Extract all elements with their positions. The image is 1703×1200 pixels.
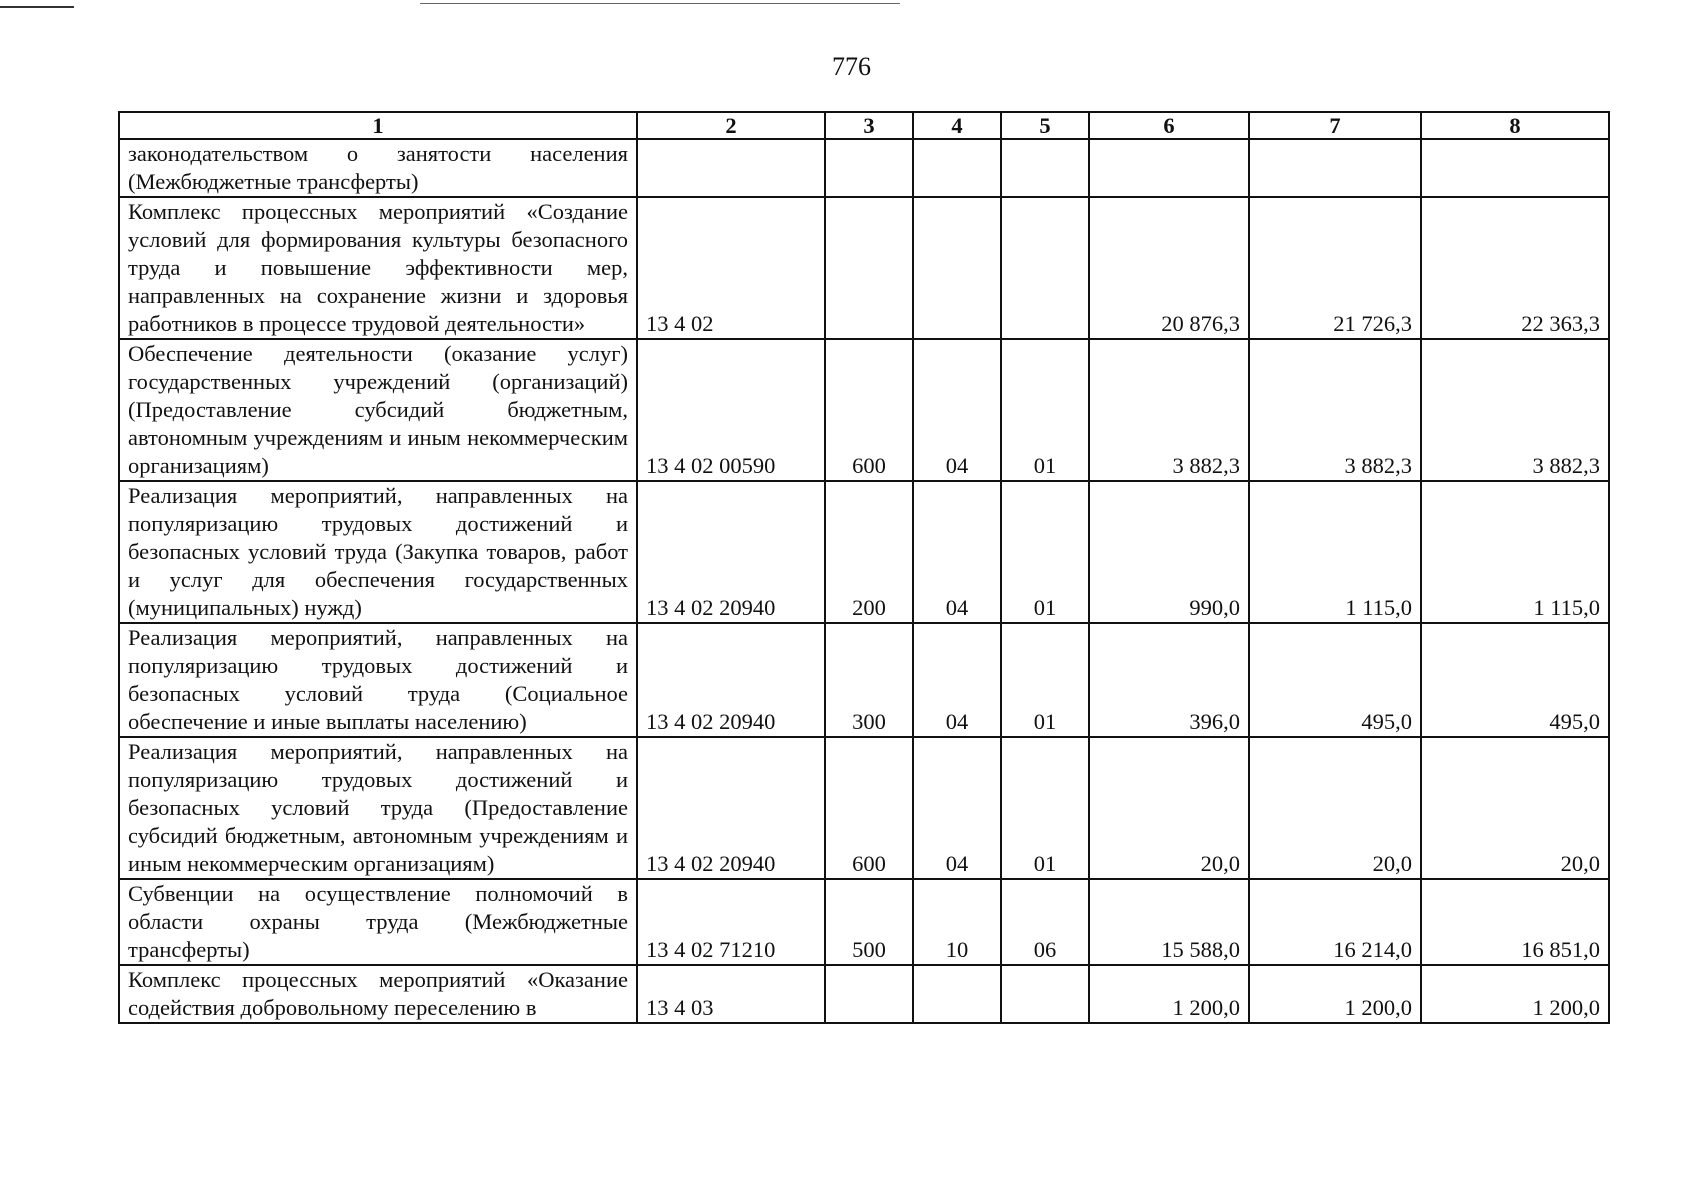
table-row xyxy=(119,879,1609,965)
row-value8: 1 115,0 xyxy=(1421,481,1609,623)
row-code xyxy=(637,139,825,197)
row-description: Обеспечение деятельности (оказание услуг) государственных учреждений (организаций) (Предоставление субсидий бюджетным, автономным учреждениям и иным некоммерческим организациям) xyxy=(119,339,637,481)
row-col3 xyxy=(825,139,913,197)
row-col3: 200 xyxy=(825,481,913,623)
header-cell: 3 xyxy=(825,112,913,139)
row-code: 13 4 02 20940 xyxy=(637,481,825,623)
row-value8: 22 363,3 xyxy=(1421,197,1609,339)
table-row xyxy=(119,139,1609,197)
row-description: Реализация мероприятий, направленных на популяризацию трудовых достижений и безопасных условий труда (Социальное обеспечение и иные выплаты населению) xyxy=(119,623,637,737)
row-code: 13 4 02 20940 xyxy=(637,623,825,737)
row-code: 13 4 02 00590 xyxy=(637,339,825,481)
row-code: 13 4 02 71210 xyxy=(637,879,825,965)
row-col4: 04 xyxy=(913,481,1001,623)
row-value6: 396,0 xyxy=(1089,623,1249,737)
row-description: Комплекс процессных мероприятий «Создание условий для формирования культуры безопасного труда и повышение эффективности мер, направленных на сохранение жизни и здоровья работников в процессе трудовой деятельности» xyxy=(119,197,637,339)
row-value7: 21 726,3 xyxy=(1249,197,1421,339)
row-col4: 04 xyxy=(913,737,1001,879)
budget-table xyxy=(118,111,1610,1024)
header-cell: 5 xyxy=(1001,112,1089,139)
row-value7 xyxy=(1249,139,1421,197)
header-cell: 2 xyxy=(637,112,825,139)
row-col5 xyxy=(1001,965,1089,1023)
row-value8: 1 200,0 xyxy=(1421,965,1609,1023)
row-col4: 04 xyxy=(913,339,1001,481)
table-row xyxy=(119,965,1609,1023)
row-value7: 1 115,0 xyxy=(1249,481,1421,623)
row-code: 13 4 02 xyxy=(637,197,825,339)
row-col5: 01 xyxy=(1001,339,1089,481)
row-value7: 20,0 xyxy=(1249,737,1421,879)
row-value6: 990,0 xyxy=(1089,481,1249,623)
row-value7: 495,0 xyxy=(1249,623,1421,737)
row-value6: 20,0 xyxy=(1089,737,1249,879)
row-col5: 01 xyxy=(1001,623,1089,737)
row-value7: 16 214,0 xyxy=(1249,879,1421,965)
table-row xyxy=(119,737,1609,879)
row-value8: 16 851,0 xyxy=(1421,879,1609,965)
table-row xyxy=(119,197,1609,339)
row-code: 13 4 03 xyxy=(637,965,825,1023)
row-col3: 600 xyxy=(825,737,913,879)
row-value6: 3 882,3 xyxy=(1089,339,1249,481)
row-col3: 300 xyxy=(825,623,913,737)
row-col3 xyxy=(825,197,913,339)
row-value6: 20 876,3 xyxy=(1089,197,1249,339)
header-cell: 1 xyxy=(119,112,637,139)
table-row xyxy=(119,623,1609,737)
row-description: законодательством о занятости населения (Межбюджетные трансферты) xyxy=(119,139,637,197)
row-col3: 600 xyxy=(825,339,913,481)
row-value8: 20,0 xyxy=(1421,737,1609,879)
row-col4 xyxy=(913,197,1001,339)
header-cell: 4 xyxy=(913,112,1001,139)
row-value7: 1 200,0 xyxy=(1249,965,1421,1023)
scan-artifact-line xyxy=(0,6,74,8)
row-value7: 3 882,3 xyxy=(1249,339,1421,481)
row-col4: 10 xyxy=(913,879,1001,965)
row-value6: 15 588,0 xyxy=(1089,879,1249,965)
header-row xyxy=(119,112,1609,139)
row-value6 xyxy=(1089,139,1249,197)
row-col5 xyxy=(1001,139,1089,197)
row-description: Реализация мероприятий, направленных на популяризацию трудовых достижений и безопасных условий труда (Предоставление субсидий бюджетным, автономным учреждениям и иным некоммерческим организациям) xyxy=(119,737,637,879)
header-cell: 6 xyxy=(1089,112,1249,139)
row-col5: 01 xyxy=(1001,481,1089,623)
row-description: Реализация мероприятий, направленных на популяризацию трудовых достижений и безопасных условий труда (Закупка товаров, работ и услуг для обеспечения государственных (муниципальных) нужд) xyxy=(119,481,637,623)
row-value6: 1 200,0 xyxy=(1089,965,1249,1023)
scan-artifact-line xyxy=(420,3,900,4)
row-col5 xyxy=(1001,197,1089,339)
row-description: Комплекс процессных мероприятий «Оказание содействия добровольному переселению в xyxy=(119,965,637,1023)
table-row xyxy=(119,339,1609,481)
row-code: 13 4 02 20940 xyxy=(637,737,825,879)
row-col5: 06 xyxy=(1001,879,1089,965)
page-number: 776 xyxy=(832,52,871,81)
row-col4 xyxy=(913,965,1001,1023)
table-row xyxy=(119,481,1609,623)
row-col3 xyxy=(825,965,913,1023)
header-cell: 8 xyxy=(1421,112,1609,139)
row-col4: 04 xyxy=(913,623,1001,737)
header-cell: 7 xyxy=(1249,112,1421,139)
row-value8: 495,0 xyxy=(1421,623,1609,737)
row-description: Субвенции на осуществление полномочий в области охраны труда (Межбюджетные трансферты) xyxy=(119,879,637,965)
row-value8: 3 882,3 xyxy=(1421,339,1609,481)
row-col4 xyxy=(913,139,1001,197)
row-col5: 01 xyxy=(1001,737,1089,879)
row-value8 xyxy=(1421,139,1609,197)
row-col3: 500 xyxy=(825,879,913,965)
